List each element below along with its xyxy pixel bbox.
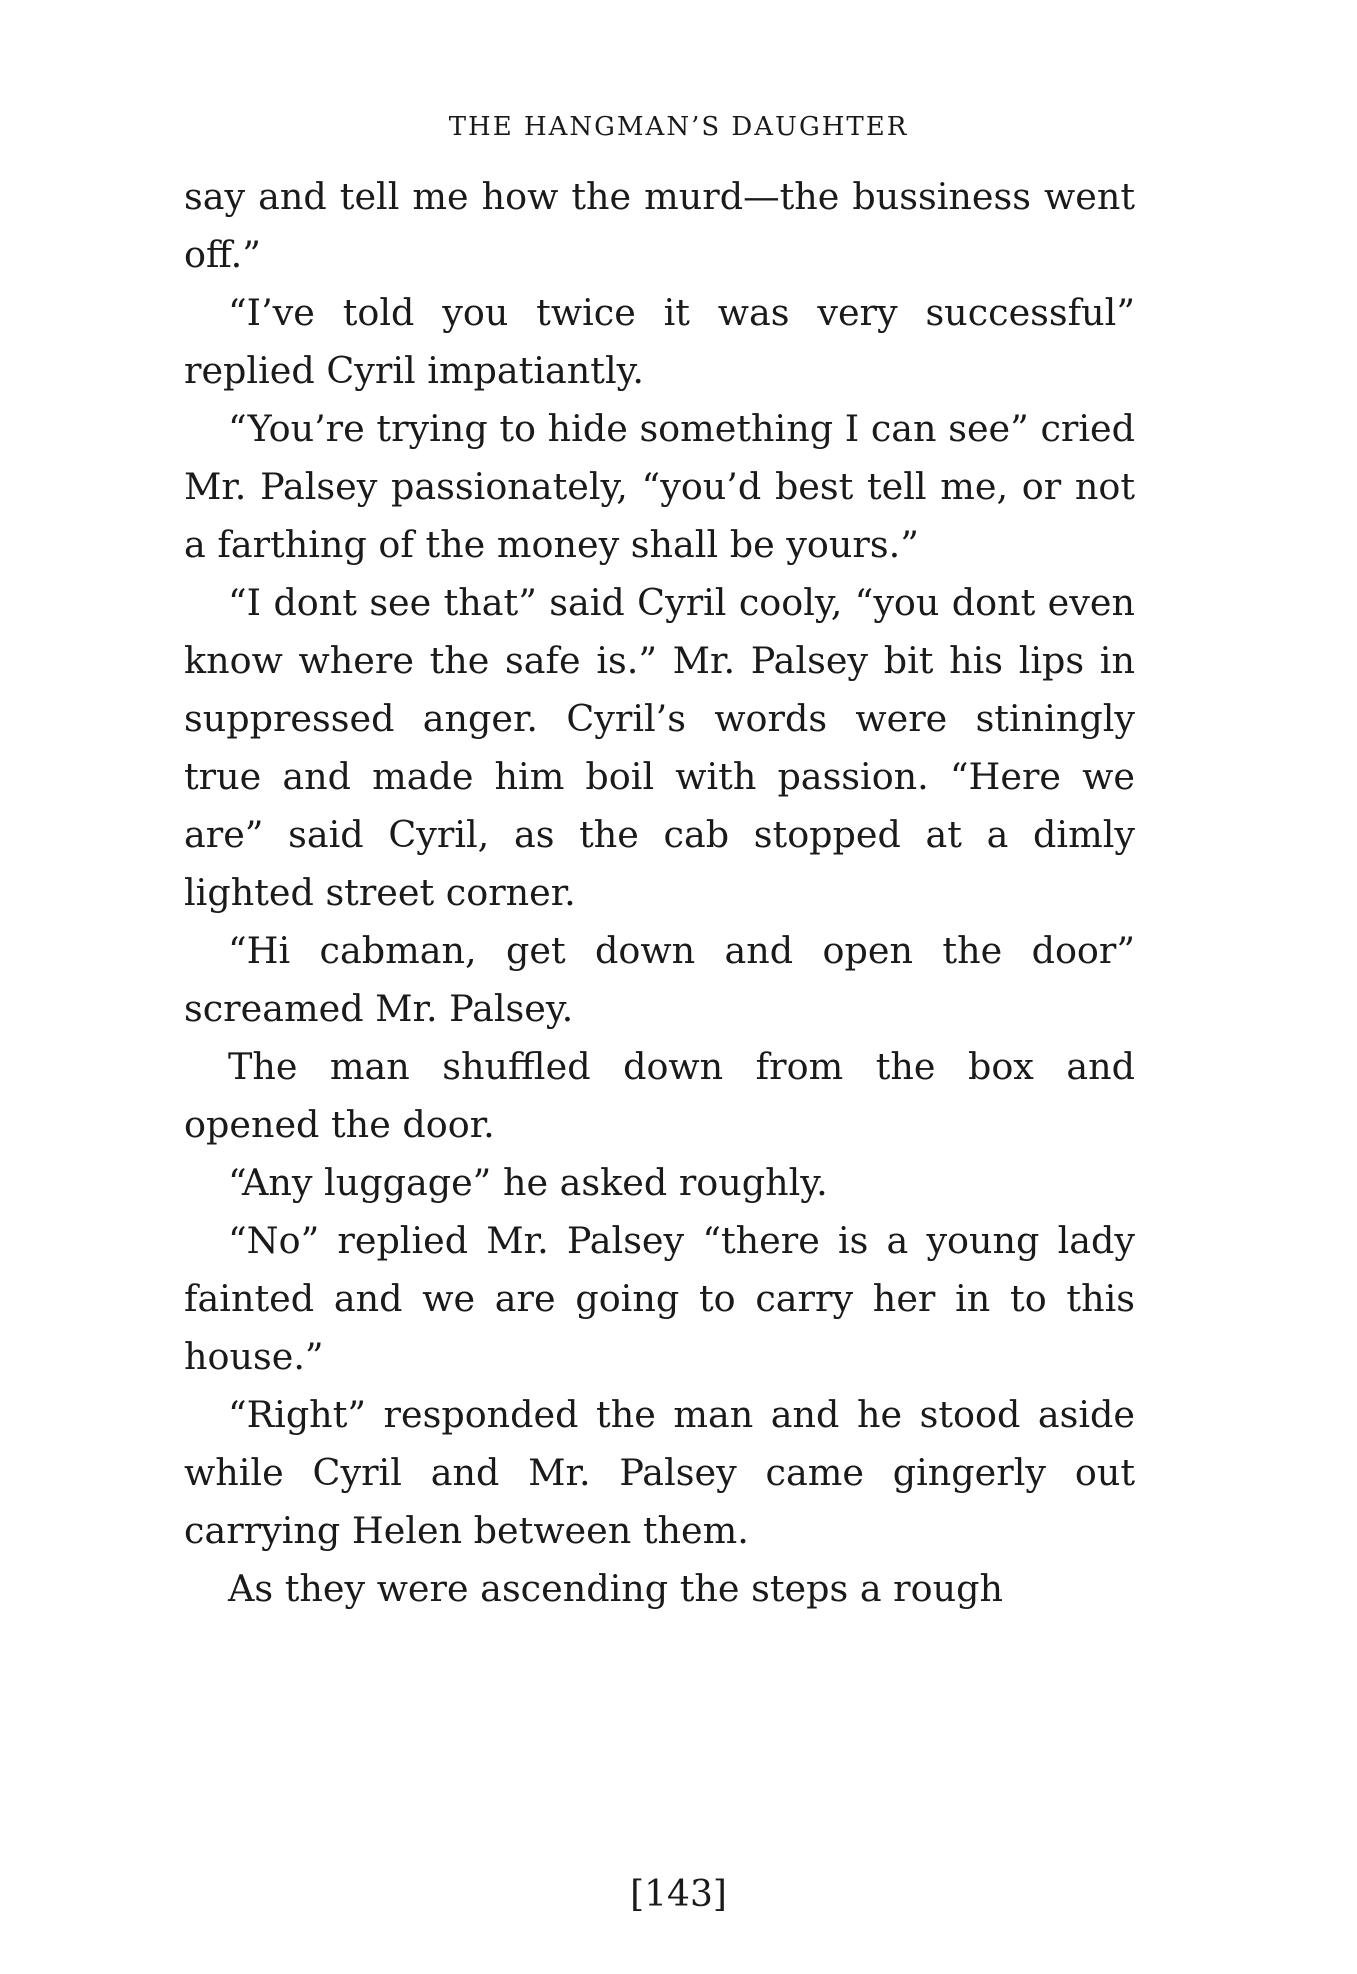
paragraph: “Right” responded the man and he stood aside while Cyril and Mr. Palsey came gingerly out carrying Helen between them. bbox=[184, 1393, 1135, 1552]
paragraph: “Hi cabman, get down and open the door” screamed Mr. Palsey. bbox=[184, 929, 1135, 1030]
paragraph: “Any luggage” he asked roughly. bbox=[228, 1161, 828, 1204]
paragraph: say and tell me how the murd—the bussiness went off.” bbox=[184, 175, 1135, 276]
paragraph: “You’re trying to hide something I can see” cried Mr. Palsey passionately, “you’d best tell me, or not a farthing of the money shall be yours.” bbox=[184, 407, 1135, 566]
paragraph: As they were ascending the steps a rough bbox=[228, 1567, 1003, 1610]
running-title: THE HANGMAN’S DAUGHTER bbox=[448, 112, 909, 142]
paragraph: “I’ve told you twice it was very successful” replied Cyril impatiantly. bbox=[184, 291, 1135, 392]
paragraph: “No” replied Mr. Palsey “there is a young lady fainted and we are going to carry her in to this house.” bbox=[184, 1219, 1135, 1378]
page-number: [143] bbox=[630, 1874, 727, 1915]
body-text bbox=[184, 168, 1135, 1618]
paragraph: The man shuffled down from the box and opened the door. bbox=[184, 1045, 1135, 1146]
paragraph: “I dont see that” said Cyril cooly, “you dont even know where the safe is.” Mr. Palsey bit his lips in suppressed anger. Cyril’s words were stiningly true and made him boil with passion. “Here we are” said Cyril, as the cab stopped at a dimly lighted street corner. bbox=[184, 581, 1135, 914]
